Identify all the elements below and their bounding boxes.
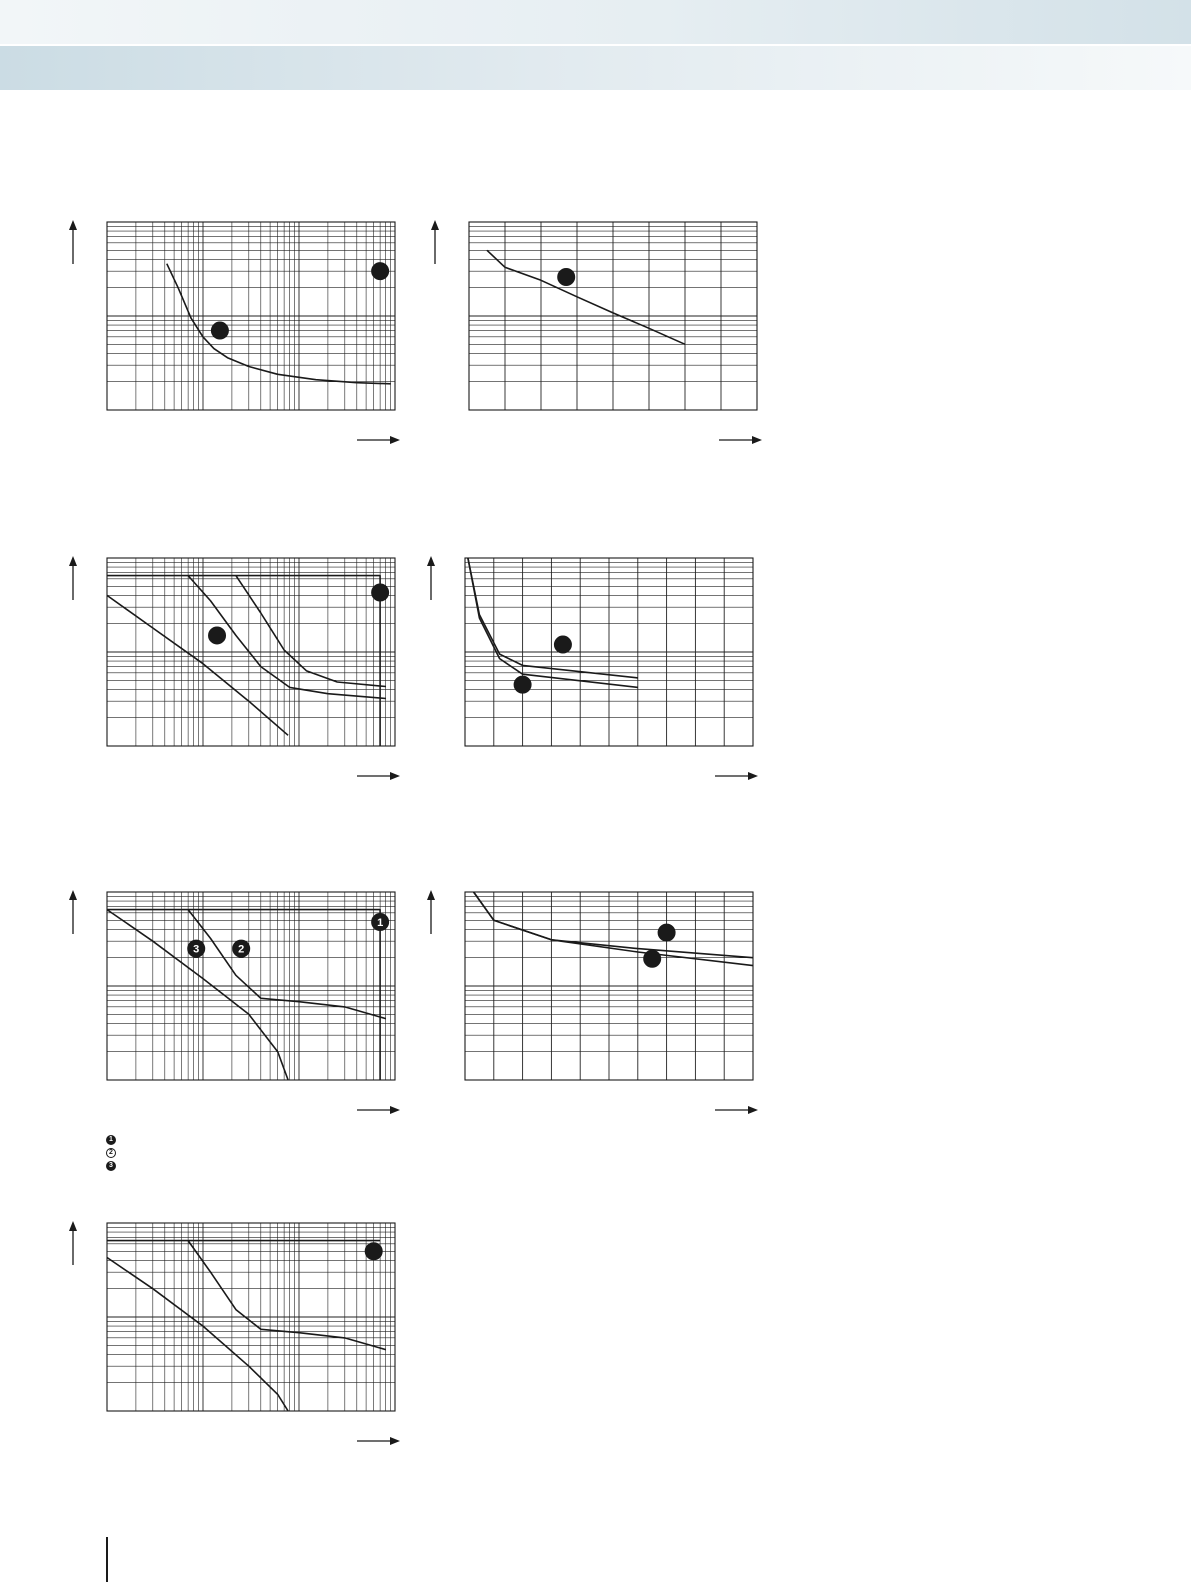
y-axis-arrow bbox=[69, 1221, 77, 1265]
chart-svg bbox=[60, 882, 405, 1122]
marker-circle bbox=[658, 924, 675, 941]
footer-rule bbox=[106, 1537, 108, 1582]
marker-circle bbox=[644, 950, 661, 967]
marker-label: 3 bbox=[193, 943, 200, 956]
chart-svg bbox=[418, 548, 763, 788]
grid bbox=[107, 892, 395, 1080]
grid bbox=[465, 558, 753, 746]
x-axis-arrow bbox=[357, 772, 400, 780]
chart-panel-7 bbox=[60, 1213, 405, 1453]
marker-circle bbox=[372, 263, 389, 280]
chart-panel-5 bbox=[60, 882, 405, 1122]
curve-marker bbox=[644, 950, 661, 967]
curve-marker bbox=[209, 627, 226, 644]
curve-marker bbox=[514, 676, 531, 693]
marker-circle bbox=[554, 636, 571, 653]
x-axis-arrow bbox=[357, 1437, 400, 1445]
chart-svg bbox=[60, 1213, 405, 1453]
chart-panel-3 bbox=[60, 548, 405, 788]
curve-marker bbox=[188, 940, 205, 957]
curve-marker bbox=[233, 940, 250, 957]
y-axis-arrow bbox=[69, 556, 77, 600]
marker-label: 2 bbox=[238, 943, 245, 956]
marker-label: 1 bbox=[377, 916, 384, 929]
grid bbox=[465, 892, 753, 1080]
chart-panel-1 bbox=[60, 212, 405, 452]
y-axis-arrow bbox=[69, 890, 77, 934]
curve-marker bbox=[554, 636, 571, 653]
series-line-1 bbox=[107, 910, 380, 1080]
series-line-4 bbox=[107, 576, 380, 746]
chart-legend bbox=[106, 1133, 406, 1172]
chart-panel-2 bbox=[422, 212, 767, 452]
y-axis-arrow bbox=[69, 220, 77, 264]
header-band-top bbox=[0, 0, 1191, 44]
marker-circle bbox=[365, 1243, 382, 1260]
curve-marker bbox=[372, 913, 389, 930]
marker-circle bbox=[372, 584, 389, 601]
marker-circle bbox=[209, 627, 226, 644]
legend-marker: 3 bbox=[106, 1161, 116, 1171]
legend-entry bbox=[106, 1133, 406, 1146]
x-axis-arrow bbox=[357, 436, 400, 444]
grid bbox=[469, 222, 757, 410]
header-band-bottom bbox=[0, 46, 1191, 90]
marker-circle bbox=[211, 322, 228, 339]
series-line-2 bbox=[188, 910, 386, 1019]
series-line-1 bbox=[487, 250, 685, 344]
grid bbox=[107, 1223, 395, 1411]
legend-entry bbox=[106, 1159, 406, 1172]
curve-marker bbox=[372, 263, 389, 280]
chart-svg bbox=[418, 882, 763, 1122]
chart-svg bbox=[60, 212, 405, 452]
x-axis-arrow bbox=[715, 772, 758, 780]
x-axis-arrow bbox=[715, 1106, 758, 1114]
marker-circle bbox=[558, 268, 575, 285]
x-axis-arrow bbox=[357, 1106, 400, 1114]
legend-marker: 2 bbox=[106, 1148, 116, 1158]
series-line-3 bbox=[188, 1241, 386, 1350]
grid bbox=[107, 558, 395, 746]
chart-svg bbox=[60, 548, 405, 788]
marker-circle bbox=[514, 676, 531, 693]
y-axis-arrow bbox=[431, 220, 439, 264]
chart-svg bbox=[422, 212, 767, 452]
legend-entry bbox=[106, 1146, 406, 1159]
curve-marker bbox=[658, 924, 675, 941]
curve-marker bbox=[211, 322, 228, 339]
curve-marker bbox=[558, 268, 575, 285]
chart-panel-4 bbox=[418, 548, 763, 788]
x-axis-arrow bbox=[719, 436, 762, 444]
legend-marker: 1 bbox=[106, 1135, 116, 1145]
y-axis-arrow bbox=[427, 890, 435, 934]
curve-marker bbox=[365, 1243, 382, 1260]
curve-marker bbox=[372, 584, 389, 601]
chart-panel-6 bbox=[418, 882, 763, 1122]
y-axis-arrow bbox=[427, 556, 435, 600]
series-line-3 bbox=[236, 576, 386, 687]
